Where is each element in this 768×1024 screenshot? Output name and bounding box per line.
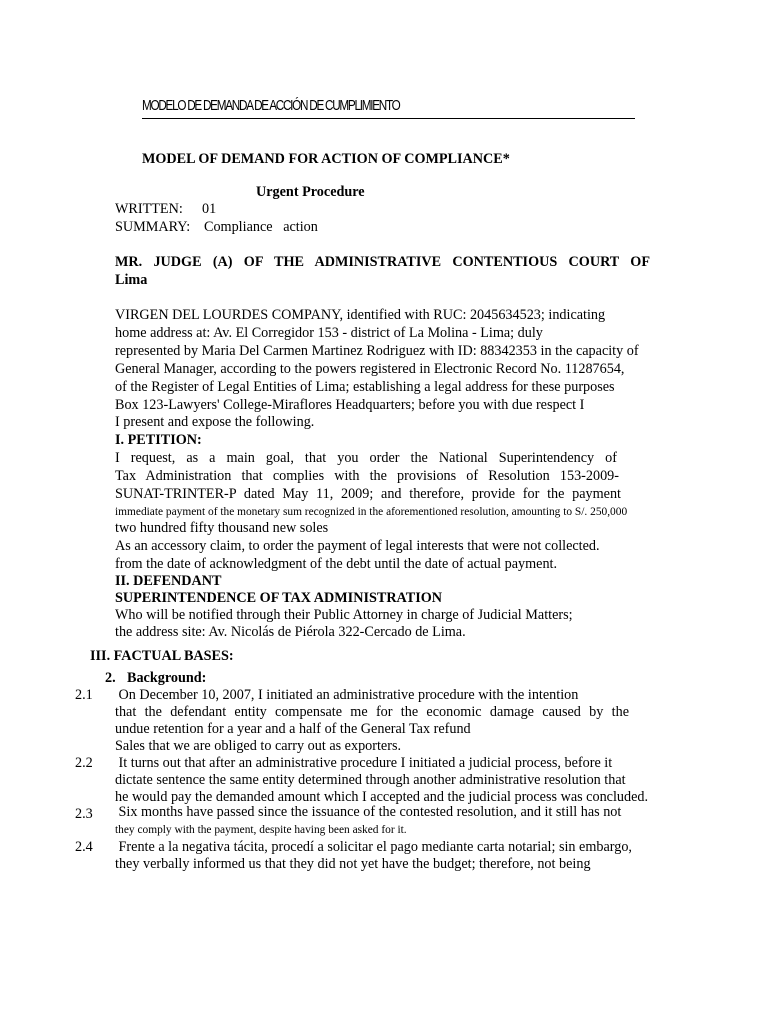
item-line: that the defendant entity compensate me for the economic damage caused by the bbox=[115, 704, 629, 720]
item-line: he would pay the demanded amount which I accepted and the judicial process was concluded. bbox=[115, 789, 649, 805]
item-line: they verbally informed us that they did not yet have the budget; therefore, not being bbox=[115, 856, 591, 872]
intro-line: VIRGEN DEL LOURDES COMPANY, identified with RUC: 2045634523; indicating bbox=[115, 307, 606, 323]
item-line: On December 10, 2007, I initiated an administrative procedure with the intention bbox=[115, 687, 579, 703]
header-title: MODELO DE DEMANDA DE ACCIÓN DE CUMPLIMIENTO bbox=[142, 97, 400, 114]
written-value: 01 bbox=[202, 201, 217, 217]
summary-label: SUMMARY: bbox=[115, 219, 191, 235]
petition-line: I request, as a main goal, that you order the National Superintendency of bbox=[115, 450, 617, 466]
item-number: 2.2 bbox=[75, 755, 93, 771]
judge-address-city: Lima bbox=[115, 272, 148, 288]
defendant-name: SUPERINTENDENCE OF TAX ADMINISTRATION bbox=[115, 590, 443, 606]
item-number: 2.4 bbox=[75, 839, 93, 855]
item-line: Sales that we are obliged to carry out as exporters. bbox=[115, 738, 402, 754]
item-line: Frente a la negativa tácita, procedí a solicitar el pago mediante carta notarial; sin embargo, bbox=[115, 839, 632, 855]
urgent-procedure: Urgent Procedure bbox=[256, 184, 365, 200]
item-line: dictate sentence the same entity determined through another administrative resolution that bbox=[115, 772, 626, 788]
petition-line: SUNAT-TRINTER-P dated May 11, 2009; and therefore, provide for the payment bbox=[115, 486, 621, 502]
intro-line: I present and expose the following. bbox=[115, 414, 315, 430]
intro-line: home address at: Av. El Corregidor 153 - district of La Molina - Lima; duly bbox=[115, 325, 543, 341]
item-line: undue retention for a year and a half of the General Tax refund bbox=[115, 721, 471, 737]
background-number: 2. bbox=[105, 670, 116, 686]
factual-heading: III. FACTUAL BASES: bbox=[90, 648, 234, 664]
petition-line: immediate payment of the monetary sum recognized in the aforementioned resolution, amounting to S/. 250,000 bbox=[115, 506, 628, 518]
item-line: they comply with the payment, despite having been asked for it. bbox=[115, 824, 407, 836]
background-heading: Background: bbox=[127, 670, 207, 686]
document-title: MODEL OF DEMAND FOR ACTION OF COMPLIANCE* bbox=[142, 151, 510, 167]
header-rule bbox=[142, 118, 635, 119]
petition-line: Tax Administration that complies with the provisions of Resolution 153-2009- bbox=[115, 468, 619, 484]
defendant-line: Who will be notified through their Public Attorney in charge of Judicial Matters; bbox=[115, 607, 573, 623]
intro-line: represented by Maria Del Carmen Martinez Rodriguez with ID: 88342353 in the capacity of bbox=[115, 343, 639, 359]
intro-line: of the Register of Legal Entities of Lima; establishing a legal address for these purposes bbox=[115, 379, 615, 395]
judge-address-line: MR. JUDGE (A) OF THE ADMINISTRATIVE CONTENTIOUS COURT OF bbox=[115, 254, 650, 270]
defendant-heading: II. DEFENDANT bbox=[115, 573, 222, 589]
item-number: 2.3 bbox=[75, 806, 93, 822]
petition-line: two hundred fifty thousand new soles bbox=[115, 520, 329, 536]
summary-value: Compliance action bbox=[204, 219, 318, 235]
item-line: It turns out that after an administrative procedure I initiated a judicial process, before it bbox=[115, 755, 613, 771]
petition-heading: I. PETITION: bbox=[115, 432, 202, 448]
item-line: Six months have passed since the issuance of the contested resolution, and it still has not bbox=[115, 804, 622, 820]
petition-line: from the date of acknowledgment of the debt until the date of actual payment. bbox=[115, 556, 558, 572]
item-number: 2.1 bbox=[75, 687, 93, 703]
written-label: WRITTEN: bbox=[115, 201, 183, 217]
intro-line: Box 123-Lawyers' College-Miraflores Headquarters; before you with due respect I bbox=[115, 397, 585, 413]
defendant-line: the address site: Av. Nicolás de Piérola 322-Cercado de Lima. bbox=[115, 624, 466, 640]
petition-line: As an accessory claim, to order the payment of legal interests that were not collected. bbox=[115, 538, 600, 554]
intro-line: General Manager, according to the powers registered in Electronic Record No. 11287654, bbox=[115, 361, 625, 377]
